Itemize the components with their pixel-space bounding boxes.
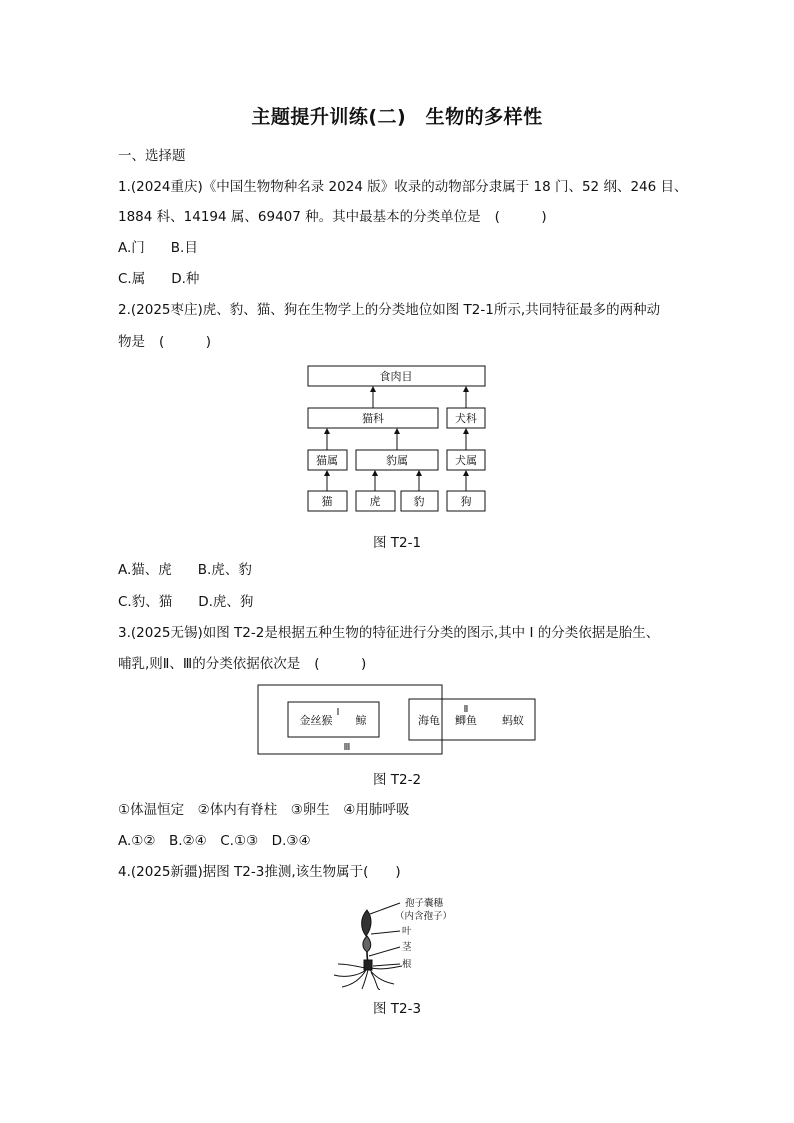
sporangium-spike [362, 910, 371, 936]
label-species-dog: 狗 [460, 495, 472, 508]
q1-option-c[interactable]: C.属 [118, 271, 146, 287]
figure1-caption: 图 T2-1 [372, 535, 422, 551]
section-heading: 一、选择题 [118, 148, 186, 164]
q2-option-a[interactable]: A.猫、虎 [118, 562, 172, 578]
label-species-tiger: 虎 [369, 495, 381, 508]
q1-option-a[interactable]: A.门 [118, 240, 145, 256]
plant-structure-figure [330, 890, 470, 990]
rhizome [364, 960, 372, 970]
root-7 [371, 972, 380, 990]
label-genus-leopard: 豹属 [386, 454, 408, 467]
label-sea-turtle: 海龟 [418, 714, 440, 727]
label-set-II: Ⅱ [463, 704, 469, 715]
leader-root [373, 964, 400, 966]
q3-line2 [118, 654, 380, 674]
label-family-cat: 猫科 [362, 412, 384, 425]
label-golden-monkey: 金丝猴 [299, 714, 333, 727]
leader-stem [369, 947, 400, 956]
label-set-III: Ⅲ [343, 742, 351, 753]
root-6 [338, 964, 365, 968]
q2-line2 [118, 332, 225, 352]
figure2-caption: 图 T2-2 [372, 772, 422, 788]
label-spores: （内含孢子） [395, 911, 453, 922]
figure3-caption: 图 T2-3 [372, 1001, 422, 1017]
classification-tree-figure [300, 362, 492, 517]
label-species-cat: 猫 [321, 495, 333, 508]
q2-option-d[interactable]: D.虎、狗 [198, 594, 254, 610]
q1-line2 [118, 207, 561, 227]
root-5 [371, 966, 402, 969]
q2-line1: 2.(2025枣庄)虎、豹、猫、狗在生物学上的分类地位如图 T2-1所示,共同特征最多的两种动 [118, 302, 661, 318]
label-crucian-carp: 鲫鱼 [455, 714, 477, 727]
q1-options-row1 [118, 238, 198, 258]
q3-line1: 3.(2025无锡)如图 T2-2是根据五种生物的特征进行分类的图示,其中 Ⅰ 的分类依据是胎生、 [118, 625, 660, 641]
page-title: 主题提升训练(二) 生物的多样性 [251, 106, 543, 128]
root-1 [334, 970, 366, 976]
q1-option-b[interactable]: B.目 [170, 240, 198, 256]
q3-stem-end: 哺乳,则Ⅱ、Ⅲ的分类依据依次是 [118, 656, 301, 672]
label-stem: 茎 [402, 942, 412, 953]
q1-options-row2 [118, 269, 199, 289]
label-order: 食肉目 [379, 370, 413, 383]
q2-stem-end: 物是 [118, 334, 145, 350]
label-species-leopard: 豹 [413, 495, 425, 508]
label-genus-dog: 犬属 [455, 454, 477, 467]
label-sporangium: 孢子囊穗 [405, 898, 444, 909]
label-set-I: Ⅰ [336, 707, 340, 718]
venn-classification-figure [256, 683, 538, 756]
q1-answer-paren: ( ) [494, 209, 561, 225]
label-family-dog: 犬科 [455, 412, 477, 425]
leaf-shape [363, 936, 371, 952]
label-genus-cat: 猫属 [316, 454, 338, 467]
q1-line1: 1.(2024重庆)《中国生物物种名录 2024 版》收录的动物部分隶属于 18 门、52 纲、246 目、 [118, 179, 688, 195]
label-ant: 蚂蚁 [502, 714, 524, 727]
label-whale: 鲸 [355, 714, 367, 727]
q2-option-b[interactable]: B.虎、豹 [197, 562, 252, 578]
q2-options-row1 [118, 560, 252, 580]
root-3 [362, 970, 368, 989]
q2-answer-paren: ( ) [159, 334, 226, 350]
leader-leaf [371, 931, 400, 934]
label-leaf: 叶 [402, 926, 412, 937]
q3-answer-paren: ( ) [314, 656, 381, 672]
q4-line1: 4.(2025新疆)据图 T2-3推测,该生物属于( ) [118, 864, 401, 880]
q3-choices: ①体温恒定 ②体内有脊柱 ③卵生 ④用肺呼吸 [118, 802, 410, 818]
q1-option-d[interactable]: D.种 [171, 271, 200, 287]
q3-options[interactable]: A.①② B.②④ C.①③ D.③④ [118, 833, 311, 849]
q1-stem-end: 1884 科、14194 属、69407 种。其中最基本的分类单位是 [118, 209, 481, 225]
label-root: 根 [402, 959, 412, 970]
q2-options-row2 [118, 592, 253, 612]
q2-option-c[interactable]: C.豹、猫 [118, 594, 173, 610]
